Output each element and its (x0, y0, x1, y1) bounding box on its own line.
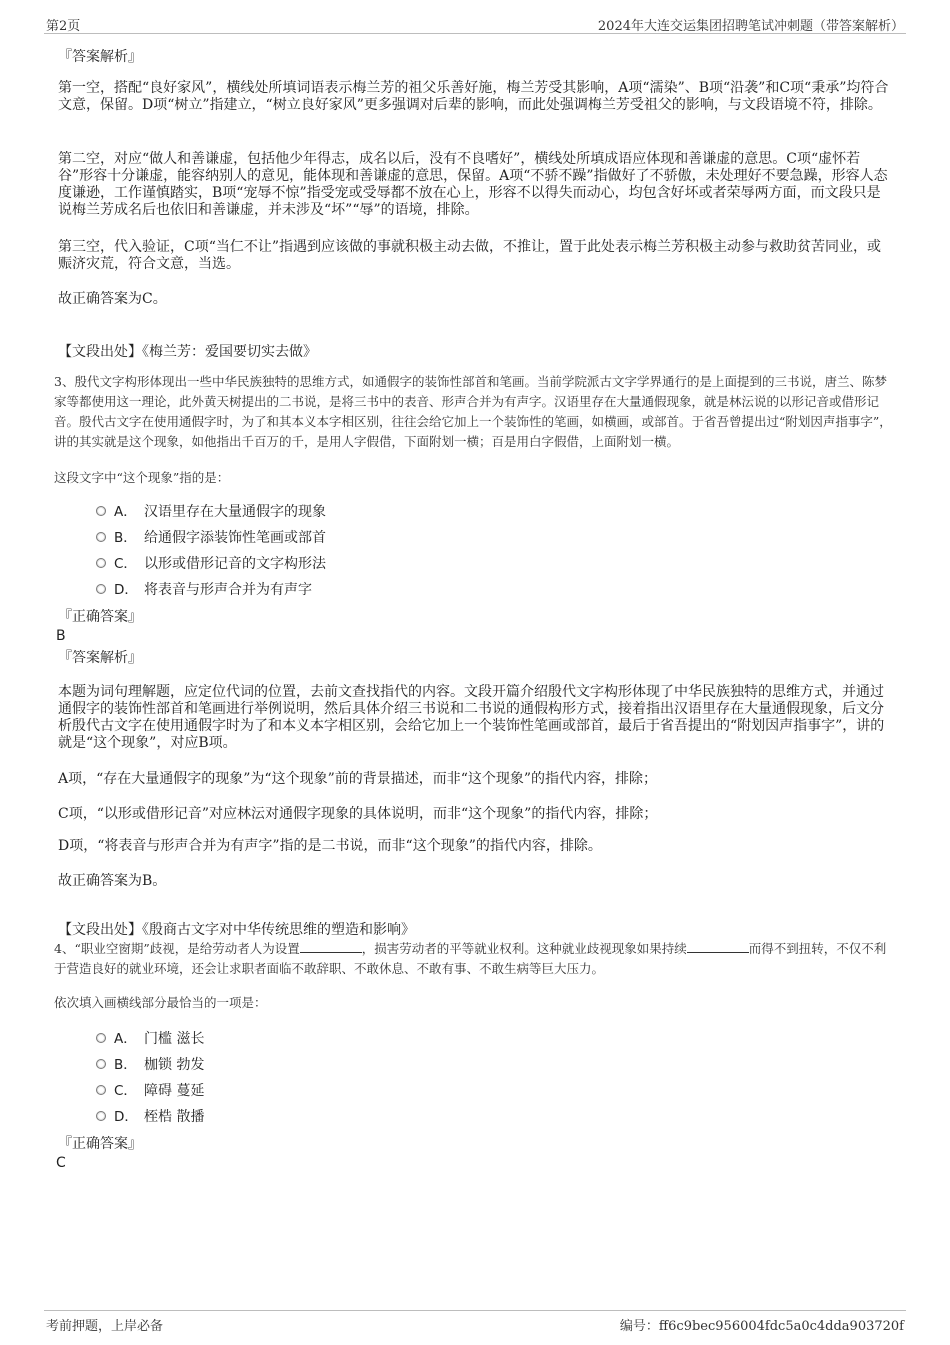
q3-analysis-p4: D项，“将表音与形声合并为有声字”指的是二书说，而非“这个现象”的指代内容，排除。 (58, 838, 602, 854)
q4-option-b[interactable]: B． 枷锁 勃发 (96, 1056, 204, 1074)
q2-analysis-p3: 第三空，代入验证，C项“当仁不让”指遇到应该做的事就积极主动去做，不推让，置于此处表示梅兰芳积极主动参与救助贫苦同业，或赈济灾荒，符合文意，当选。 (58, 239, 882, 272)
radio-icon[interactable] (96, 506, 106, 516)
radio-icon[interactable] (96, 1085, 106, 1095)
page-header (44, 13, 906, 34)
radio-icon[interactable] (96, 532, 106, 542)
q3-option-c[interactable]: C． 以形或借形记音的文字构形法 (96, 555, 326, 573)
blank-2 (687, 940, 749, 953)
q3-question: 这段文字中“这个现象”指的是： (54, 470, 230, 485)
q4-option-d[interactable]: D． 桎梏 散播 (96, 1108, 204, 1126)
q2-analysis-label: 『答案解析』 (58, 49, 142, 65)
q3-option-b[interactable]: B． 给通假字添装饰性笔画或部首 (96, 529, 326, 547)
radio-icon[interactable] (96, 1111, 106, 1121)
q4-option-a[interactable]: A． 门槛 滋长 (96, 1030, 204, 1048)
radio-icon[interactable] (96, 1059, 106, 1069)
q4-question: 依次填入画横线部分最恰当的一项是： (54, 995, 267, 1010)
q3-analysis-p2: A项，“存在大量通假字的现象”为“这个现象”前的背景描述，而非“这个现象”的指代内容，排除； (58, 771, 658, 787)
q3-correct-label: 『正确答案』 (58, 609, 142, 625)
q3-analysis-p1: 本题为词句理解题，应定位代词的位置，去前文查找指代的内容。文段开篇介绍殷代文字构形体现了中华民族独特的思维方式，并通过通假字的装饰性部首和笔画进行举例说明，然后具体介绍三书说和二书说的通假构形方式，接着指出汉语里存在大量通假现象，后文分析殷代古文字在使用通假字时为了和本义本字相区别，会给它加上一个装饰性笔画或部首，最后于省吾提出的“附划因声指事字”，讲的就是“这个现象”，对应B项。 (58, 684, 885, 751)
footer-serial: 编号：ff6c9bec956004fdc5a0c4dda903720f (619, 1319, 904, 1334)
q3-analysis-p3: C项，“以形或借形记音”对应林沄对通假字现象的具体说明，而非“这个现象”的指代内容，排除； (58, 806, 658, 822)
radio-icon[interactable] (96, 558, 106, 568)
q2-analysis-p2: 第二空，对应“做人和善谦虚，包括他少年得志，成名以后，没有不良嗜好”，横线处所填成语应体现和善谦虚的意思。C项“虚怀若谷”形容十分谦虚，能容纳别人的意见，能体现和善谦虚的意思，保留。A项“不骄不躁”指做好了不骄傲，未处理好不要急躁，形容人态度谦逊，工作谨慎踏实，B项“宠辱不惊”指受宠或受辱都不放在心上，形容不以得失而动心，均包含好坏或者荣辱两方面，而文段只是说梅兰芳成名后也依旧和善谦虚，并未涉及“坏”“辱”的语境，排除。 (58, 151, 888, 218)
q2-analysis-p1: 第一空，搭配“良好家风”，横线处所填词语表示梅兰芳的祖父乐善好施，梅兰芳受其影响，A项“濡染”、B项“沿袭”和C项“秉承”均符合文意，保留。D项“树立”指建立，“树立良好家风”更多强调对后辈的影响，而此处强调梅兰芳受祖父的影响，与文段语境不符，排除。 (58, 80, 889, 113)
blank-1 (300, 940, 362, 953)
q2-conclusion: 故正确答案为C。 (58, 291, 167, 307)
q3-correct-answer: B (56, 628, 66, 644)
q3-source: 【文段出处】《殷商古文字对中华传统思维的塑造和影响》 (58, 922, 415, 938)
page-footer (44, 1310, 906, 1333)
q3-stem: 3、殷代文字构形体现出一些中华民族独特的思维方式，如通假字的装饰性部首和笔画。当前学院派古文字学界通行的是上面提到的三书说，唐兰、陈梦家等都使用这一理论，此外黄天树提出的二书说，是将三书中的表音、形声合并为有声字。汉语里存在大量通假现象，就是林沄说的以形记音或借形记音。殷代古文字在使用通假字时，为了和其本义本字相区别，往往会给它加上一个装饰性的笔画，如横画，或部首。于省吾曾提出过“附划因声指事字”，讲的其实就是这个现象，如他指出千百万的千，是用人字假借，下面附划一横；百是用白字假借，上面附划一横。 (54, 374, 892, 449)
q4-correct-label: 『正确答案』 (58, 1136, 142, 1152)
q4-correct-answer: C (56, 1155, 66, 1171)
q3-option-a[interactable]: A． 汉语里存在大量通假字的现象 (96, 503, 326, 521)
radio-icon[interactable] (96, 584, 106, 594)
document-title: 2024年大连交运集团招聘笔试冲刺题（带答案解析） (597, 19, 904, 34)
q4-option-c[interactable]: C． 障碍 蔓延 (96, 1082, 204, 1100)
radio-icon[interactable] (96, 1033, 106, 1043)
q2-source: 【文段出处】《梅兰芳：爱国要切实去做》 (58, 344, 317, 360)
q3-analysis-label: 『答案解析』 (58, 650, 142, 666)
q3-option-d[interactable]: D． 将表音与形声合并为有声字 (96, 581, 312, 599)
page-number: 第2页 (46, 19, 81, 34)
footer-slogan: 考前押题，上岸必备 (46, 1319, 164, 1334)
q4-stem: 4、“职业空窗期”歧视，是给劳动者人为设置 ，损害劳动者的平等就业权利。这种就业歧视现象如果持续 而得不到扭转，不仅不利于营造良好的就业环境，还会让求职者面临不敢辞职、不敢休息、不敢有事、不敢生病等巨大压力。 (54, 941, 887, 976)
q3-conclusion: 故正确答案为B。 (58, 873, 167, 889)
